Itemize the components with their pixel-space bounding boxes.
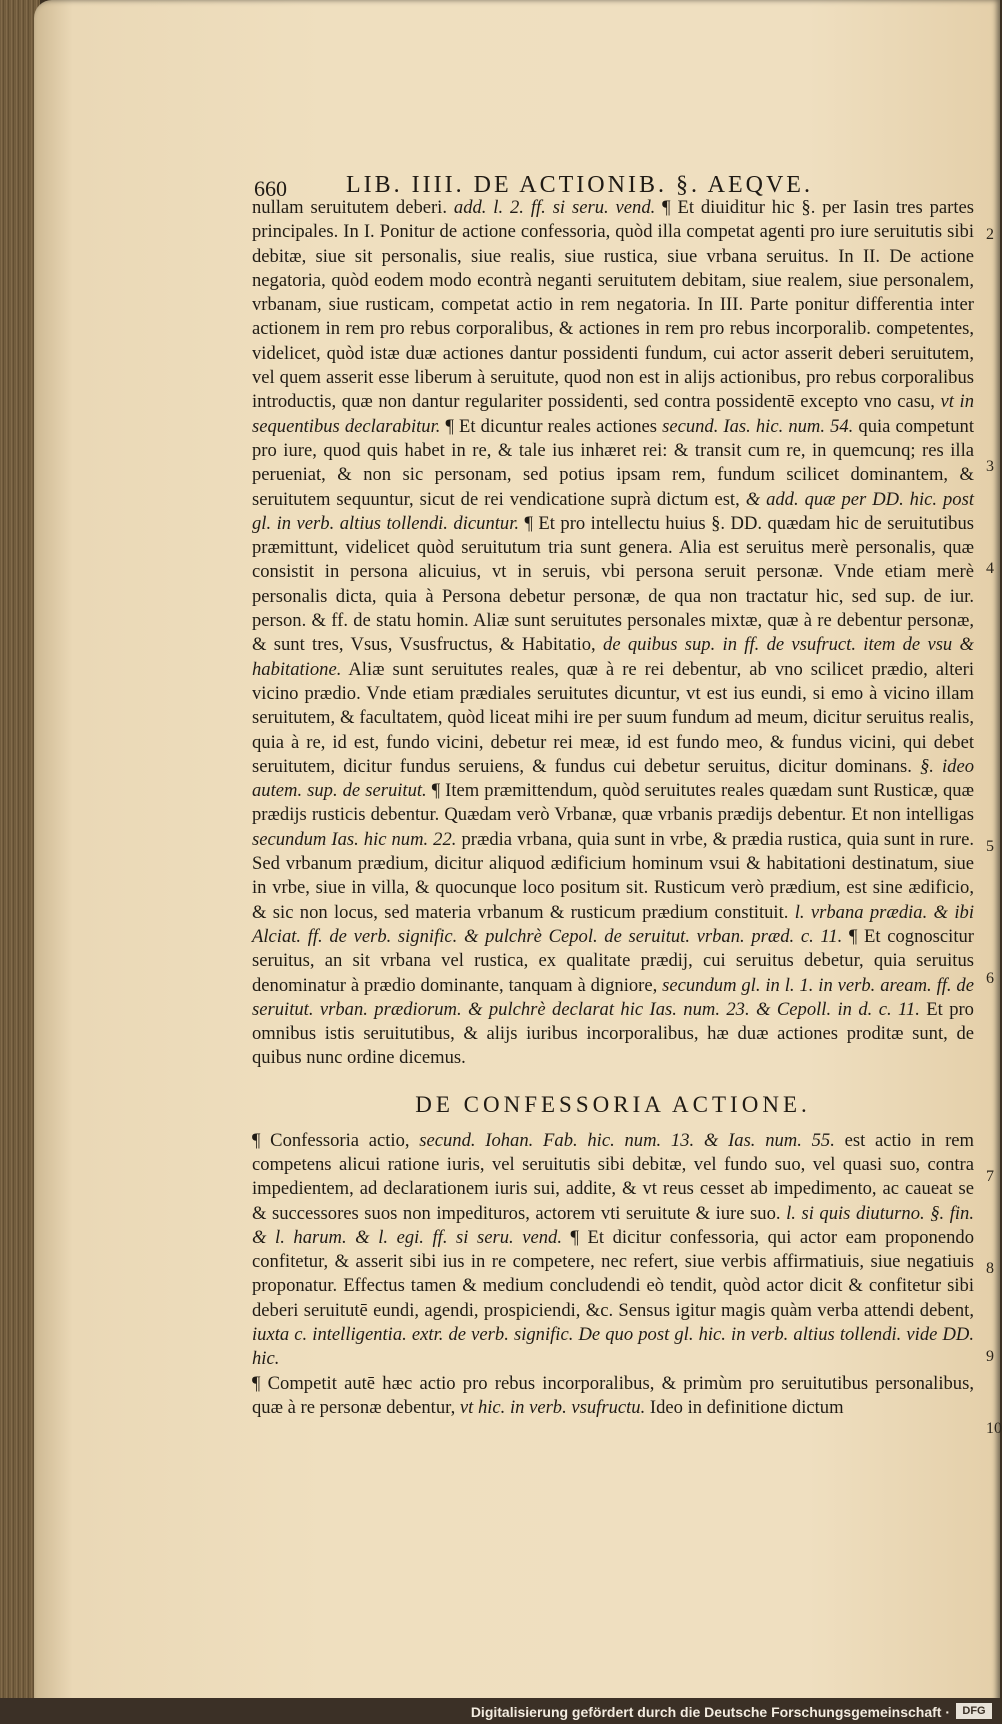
body-text: ¶ Et dicuntur reales actiones [440,415,663,437]
body-text: ¶ Et pro intellectu huius §. DD. quædam hic de seruitutibus præmittunt, videlicet quòd seruitutum tria sunt genera. Alia est seruitus merè personalis, quæ consistit in persona alicuius, vt in seruis, vbi persona seruit personæ. Vnde etiam merè personalis dicta, quia à Persona debetur personæ, de qua non tractatur hic, sed sup. de iur. person. & ff. de statu homin. Aliæ sunt seruitutes personales mixtæ, quæ à re debentur personæ, & sunt tres, Vsus, Vsusfructus, & Habitatio, [252,512,974,656]
citation-text: de quibus sup. in ff. de vsufruct. item de vsu & habitatione. [252,634,974,680]
section-heading: DE CONFESSORIA ACTIONE. [415,1091,811,1117]
main-text [252,196,974,1420]
body-text: est actio in rem competens alicui ratione iuris, vel seruitutis sibi debitæ, vel fundo suo, vel quasi suo, contra impedientem, ad declarationem iuris sui, addite, & vt reus cesset ab impedimento, ac caueat se & successores suos non impedituros, actorem vti seruitute & iure suo. [252,1129,974,1224]
citation-text: vt hic. in verb. vsufructu. [459,1396,646,1418]
margin-number: 10 [986,1420,1002,1437]
citation-text: l. si quis diuturno. §. fin. & l. harum. & l. egi. ff. si seru. vend. [252,1202,974,1248]
margin-number: 6 [986,970,994,987]
body-text: ¶ Item præmittendum, quòd seruitutes reales quædam sunt Rusticæ, quæ prædijs rusticis debentur. Quædam verò Vrbanæ, quæ vrbanis prædijs debentur. Et non intelligas [252,780,974,826]
paragraph [252,1129,974,1372]
body-text: ¶ Confessoria actio, [252,1129,420,1151]
margin-number: 4 [986,560,994,577]
margin-number: 8 [986,1260,994,1277]
digitization-footer [0,1698,1000,1724]
citation-text: add. l. 2. ff. si seru. vend. [453,197,656,218]
page-number: 660 [254,176,287,201]
citation-text: iuxta c. intelligentia. extr. de verb. signific. De quo post gl. hic. in verb. altius tollendi. vide DD. hic. [252,1324,974,1370]
citation-text: secund. Iohan. Fab. hic. num. 13. & Ias. num. 55. [419,1129,835,1151]
footer-credit: Digitalisierung gefördert durch die Deutsche Forschungsgemeinschaft · [470,1704,950,1720]
running-head: LIB. IIII. DE ACTIONIB. §. AEQVE. [346,172,813,198]
paragraph [252,196,974,1071]
margin-number: 3 [986,458,994,475]
margin-number: 5 [986,838,994,855]
citation-text: l. vrbana prædia. & ibi Alciat. ff. de verb. signific. & pulchrè Cepol. de seruitut. vrban. præd. c. 11. [252,901,974,947]
citation-text: secundum Ias. hic num. 22. [252,828,457,850]
body-text: Aliæ sunt seruitutes reales, quæ à re rei debentur, ab vno scilicet prædio, alteri vicino prædio. Vnde etiam prædiales seruitutes dicuntur, vt est ius eundi, si emo à vicino illam seruitutem, & facultatem, quòd liceat mihi ire per suum fundum ad meum, dicitur seruitus realis, quia à re, id est, fundo vicini, debetur rei meæ, id est fundo meo, & fundus vicini, qui debet seruitutem, dicitur fundus seruiens, & fundus cui debetur seruitus, dicitur dominans. [252,658,974,777]
citation-text: & add. quæ per DD. hic. post gl. in verb. altius tollendi. dicuntur. [252,488,974,534]
body-text: quia competunt pro iure, quod quis habet in re, & tale ius inhæret rei: & transit cum re, in quemcunq; res illa perueniat, & non sic personam, sed potius ipsam rem, fundum scilicet dominantem, & seruitutem sequuntur, sicut de rei vendicatione suprà dictum est, [252,415,974,510]
citation-text: secundum gl. in l. 1. in verb. aream. ff. de seruitut. vrban. prædiorum. & pulchrè declarat hic Ias. num. 23. & Cepoll. in d. c. 11. [252,974,974,1020]
dfg-logo: DFG [956,1703,992,1719]
citation-text: vt in sequentibus declarabitur. [252,391,975,437]
citation-text: §. ideo autem. sup. de seruitut. [252,755,974,802]
margin-number: 2 [986,226,994,243]
body-text: prædia vrbana, quia sunt in vrbe, & prædia rustica, quia sunt in rure. Sed vrbanum prædium, dicitur aliquod ædificium hominum vsui & habitationi destinatum, siue in vrbe, siue in villa, & quocunque loco positum sit. Rusticum verò prædium, est sine ædificio, & sic non locus, sed materia vrbanum & rusticum prædium constituit. [252,828,975,923]
citation-text: secund. Ias. hic. num. 54. [662,415,854,437]
body-text: ¶ Et dicitur confessoria, qui actor eam proponendo confitetur, & asserit sibi ius in re competere, nec refert, siue verbis affirmatiuis, siue negatiuis proponatur. Effectus tamen & medium concludendi eò tendit, quòd actor dicit & confitetur sibi deberi seruitutē eundi, agendi, prospiciendi, &c. Sensus igitur magis quàm verba attendi debent, [252,1226,974,1321]
body-text: ¶ Et diuiditur hic §. per Iasin tres partes principales. In I. Ponitur de actione confessoria, quòd illa competat agenti pro iure seruitutis sibi debitæ, siue sit personalis, siue realis, siue rustica, siue vrbana seruitus. In II. De actione negatoria, quòd eodem modo econtrà neganti seruitutem debitam, siue realem, siue personalem, vrbanam, siue rusticam, competat actio in rem negatoria. In III. Parte ponitur differentia inter actionem in rem pro rebus corporalibus, & actiones in rem pro rebus incorporalib. competentes, videlicet, quòd istæ duæ actiones dantur possidenti fundum, cui actor asserit deberi seruitutem, vel quem asserit esse liberum à seruitute, quod non est in alijs actionibus, pro rebus corporalibus introductis, quæ non dantur regulariter possidenti, sed contra possidentē excepto vno casu, [252,197,974,413]
paragraph [252,1372,974,1421]
margin-number: 7 [986,1168,994,1185]
body-text: Et pro omnibus istis seruitutibus, & alijs iuribus incorporalibus, hæ duæ actiones proditæ sunt, de quibus nunc ordine dicemus. [252,998,974,1069]
body-text: nullam seruitutem deberi. [252,197,454,218]
body-text: ¶ Competit autē hæc actio pro rebus incorporalibus, & primùm pro seruitutibus personalibus, quæ à re personæ debentur, [252,1372,974,1418]
body-text: Ideo in definitione dictum [645,1396,844,1418]
body-text: ¶ Et cognoscitur seruitus, an sit vrbana vel rustica, ex qualitate prædij, cui seruitus debetur, quia seruitus denominatur à prædio dominante, tanquam à digniore, [252,925,974,996]
margin-number: 9 [986,1348,994,1365]
